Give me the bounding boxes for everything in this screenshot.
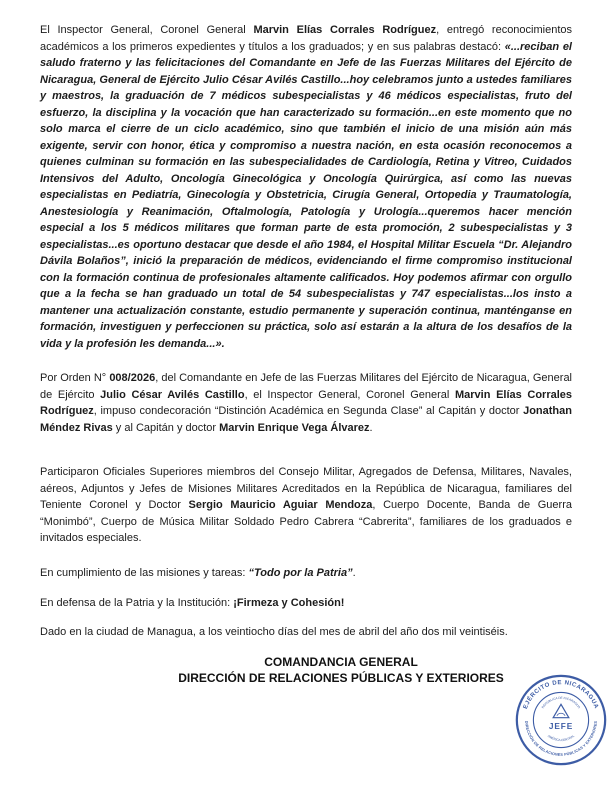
triangle-rainbow-icon: [557, 713, 565, 716]
paragraph-decoration-order: Por Orden N° 008/2026, del Comandante en Jefe de las Fuerzas Militares del Ejército de Nicaragua, General de Ejército Julio César Avilés Castillo, el Inspector General, Coronel General Marvin Elías Corrales Rodríguez, impuso condecoración “Distinción Académica en Segunda Clase” al Capitán y doctor Jonathan Méndez Rivas y al Capitán y doctor Marvin Enrique Vega Álvarez.: [40, 372, 573, 434]
paragraph-motto-missions: En cumplimiento de las misiones y tareas: “Todo por la Patria”.: [40, 566, 356, 579]
triangle-emblem-icon: [553, 704, 569, 717]
official-seal: [515, 674, 607, 766]
paragraph-graduation-speech: El Inspector General, Coronel General Marvin Elías Corrales Rodríguez, entregó reconocimientos académicos a los primeros expedientes y títulos a los graduados; y en sus palabras destacó: «...reciban el saludo fraterno y las felicitaciones del Comandante en Jefe de las Fuerzas Militares del Ejército de Nicaragua, General de Ejército Julio César Avilés Castillo...hoy celebramos junto a ustedes familiares y maestros, la graduación de 7 médicos subespecialistas y 46 médicos especialistas, fruto del esfuerzo, la disciplina y la vocación que han caracterizado su formación...en este momento que no solo marca el cierre de un ciclo académico, sino que también el inicio de una misión aún más exigente, servir con honor, ética y compromiso a nuestra nación, en esta ocasión reconocemos a quienes culminan su formación en las subespecialidades de Cardiología, Retina y Vitreo, Cuidados Intensivos del Adulto, Oncología Ginecológica y Oncología Quirúrgica, así como las nuevas especialistas en Pediatría, Ginecología y Obstetricia, Cirugía General, Ortopedia y Traumatología, Anestesiología y Reanimación, Oftalmología, Patología y Urología...queremos hacer mención especial a los 5 médicos militares que forman parte de esta promoción, 2 subespecialistas y 3 especialistas...es oportuno destacar que desde el año 1984, el Hospital Militar Escuela “Dr. Alejandro Dávila Bolaños”, inició la preparación de médicos, evidenciando el firme compromiso institucional con la formación continua de profesionales altamente calificados. Hoy podemos afirmar con orgullo que a la fecha se han graduado un total de 54 subespecialistas y 747 especialistas...los insto a mantener una actualización constante, estudio permanente y superación continua, manténganse en formación, investiguen y perfeccionen su práctica, solo así estarán a la altura de los desafíos de la vida y la profesión les demanda...».: [40, 24, 573, 350]
signature-block: [110, 654, 572, 686]
paragraph-date-place: Dado en la ciudad de Managua, a los veintiocho días del mes de abril del año dos mil veintiséis.: [40, 625, 508, 638]
footer-line-command: COMANDANCIA GENERAL: [264, 655, 418, 669]
seal-center-text: JEFE: [548, 722, 574, 732]
seal-arc-top-text: EJÉRCITO DE NICARAGUA: [522, 680, 600, 711]
seal-inner-bottom-text: AMÉRICA CENTRAL: [546, 733, 576, 743]
paragraph-motto-defense: En defensa de la Patria y la Institución: ¡Firmeza y Cohesión!: [40, 597, 345, 609]
seal-outer-ring: [517, 676, 605, 764]
footer-line-directorate: DIRECCIÓN DE RELACIONES PÚBLICAS Y EXTERIORES: [178, 671, 504, 686]
seal-arc-bottom-text: DIRECCIÓN DE RELACIONES PÚBLICAS Y EXTERIORES: [524, 720, 598, 757]
seal-graphic: [515, 674, 607, 766]
paragraph-attendees: Participaron Oficiales Superiores miembros del Consejo Militar, Agregados de Defensa, Militares, Navales, aéreos, Adjuntos y Jefes de Misiones Militares Acreditados en la República de Nicaragua, familiares del Teniente Coronel y Doctor Sergio Mauricio Aguiar Mendoza, Cuerpo Docente, Banda de Guerra “Monimbó”, Cuerpo de Música Militar Soldado Pedro Cabrera “Cabrerita”, familiares de los graduados e invitados especiales.: [40, 466, 572, 544]
seal-inner-top-text: REPÚBLICA DE NICARAGUA: [540, 695, 582, 710]
